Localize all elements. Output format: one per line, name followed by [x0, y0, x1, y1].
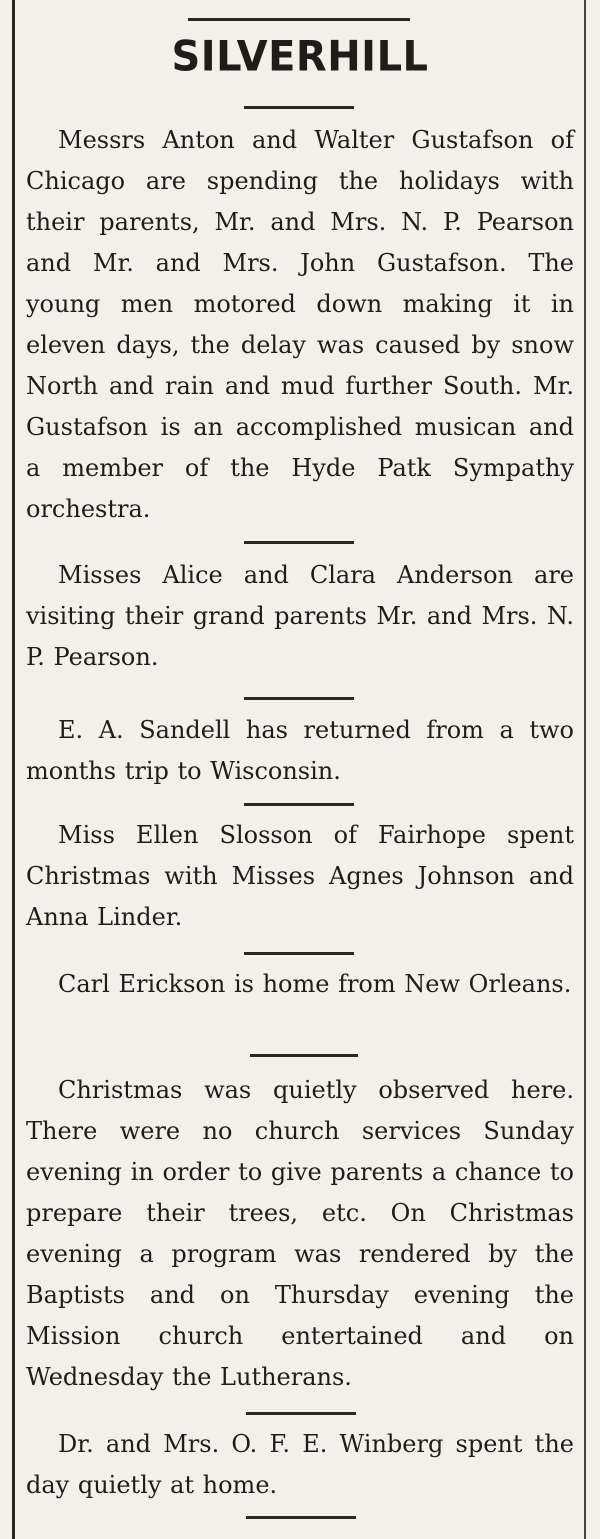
article-paragraph	[26, 555, 574, 678]
article-paragraph	[26, 815, 574, 938]
paragraph-text: Misses Alice and Clara Anderson are visiting their grand parents Mr. and Mrs. N. P. Pearson.	[26, 561, 574, 671]
separator-rule	[244, 697, 354, 700]
article-headline: SILVERHILL	[171, 32, 429, 82]
separator-rule	[244, 803, 354, 806]
separator-rule	[244, 952, 354, 955]
column-rule-right	[584, 0, 586, 1539]
paragraph-text: Carl Erickson is home from New Orleans.	[58, 970, 572, 998]
separator-rule	[246, 1516, 356, 1519]
column-rule-left	[12, 0, 15, 1539]
paragraph-text: E. A. Sandell has returned from a two months trip to Wisconsin.	[26, 716, 574, 785]
separator-rule	[188, 18, 410, 21]
paragraph-text: Messrs Anton and Walter Gustafson of Chicago are spending the holidays with their parents, Mr. and Mrs. N. P. Pearson and Mr. and Mrs. John Gustafson. The young men motored down making it in eleven days, the delay was caused by snow North and rain and mud further South. Mr. Gustafson is an accomplished musican and a member of the Hyde Patk Sympathy orchestra.	[26, 126, 574, 523]
separator-rule	[244, 106, 354, 109]
article-paragraph	[26, 710, 574, 792]
separator-rule	[244, 541, 354, 544]
article-paragraph	[26, 1424, 574, 1506]
paragraph-text: Miss Ellen Slosson of Fairhope spent Christmas with Misses Agnes Johnson and Anna Linder.	[26, 821, 574, 931]
article-paragraph	[26, 1070, 574, 1398]
separator-rule	[250, 1054, 358, 1057]
paragraph-text: Dr. and Mrs. O. F. E. Winberg spent the day quietly at home.	[26, 1430, 574, 1499]
article-paragraph	[26, 120, 574, 530]
separator-rule	[246, 1412, 356, 1415]
paragraph-text: Christmas was quietly observed here. There were no church services Sunday evening in order to give parents a chance to prepare their trees, etc. On Christmas evening a program was rendered by the Baptists and on Thursday evening the Mission church entertained and on Wednesday the Lutherans.	[26, 1076, 574, 1391]
article-paragraph	[26, 964, 574, 1005]
